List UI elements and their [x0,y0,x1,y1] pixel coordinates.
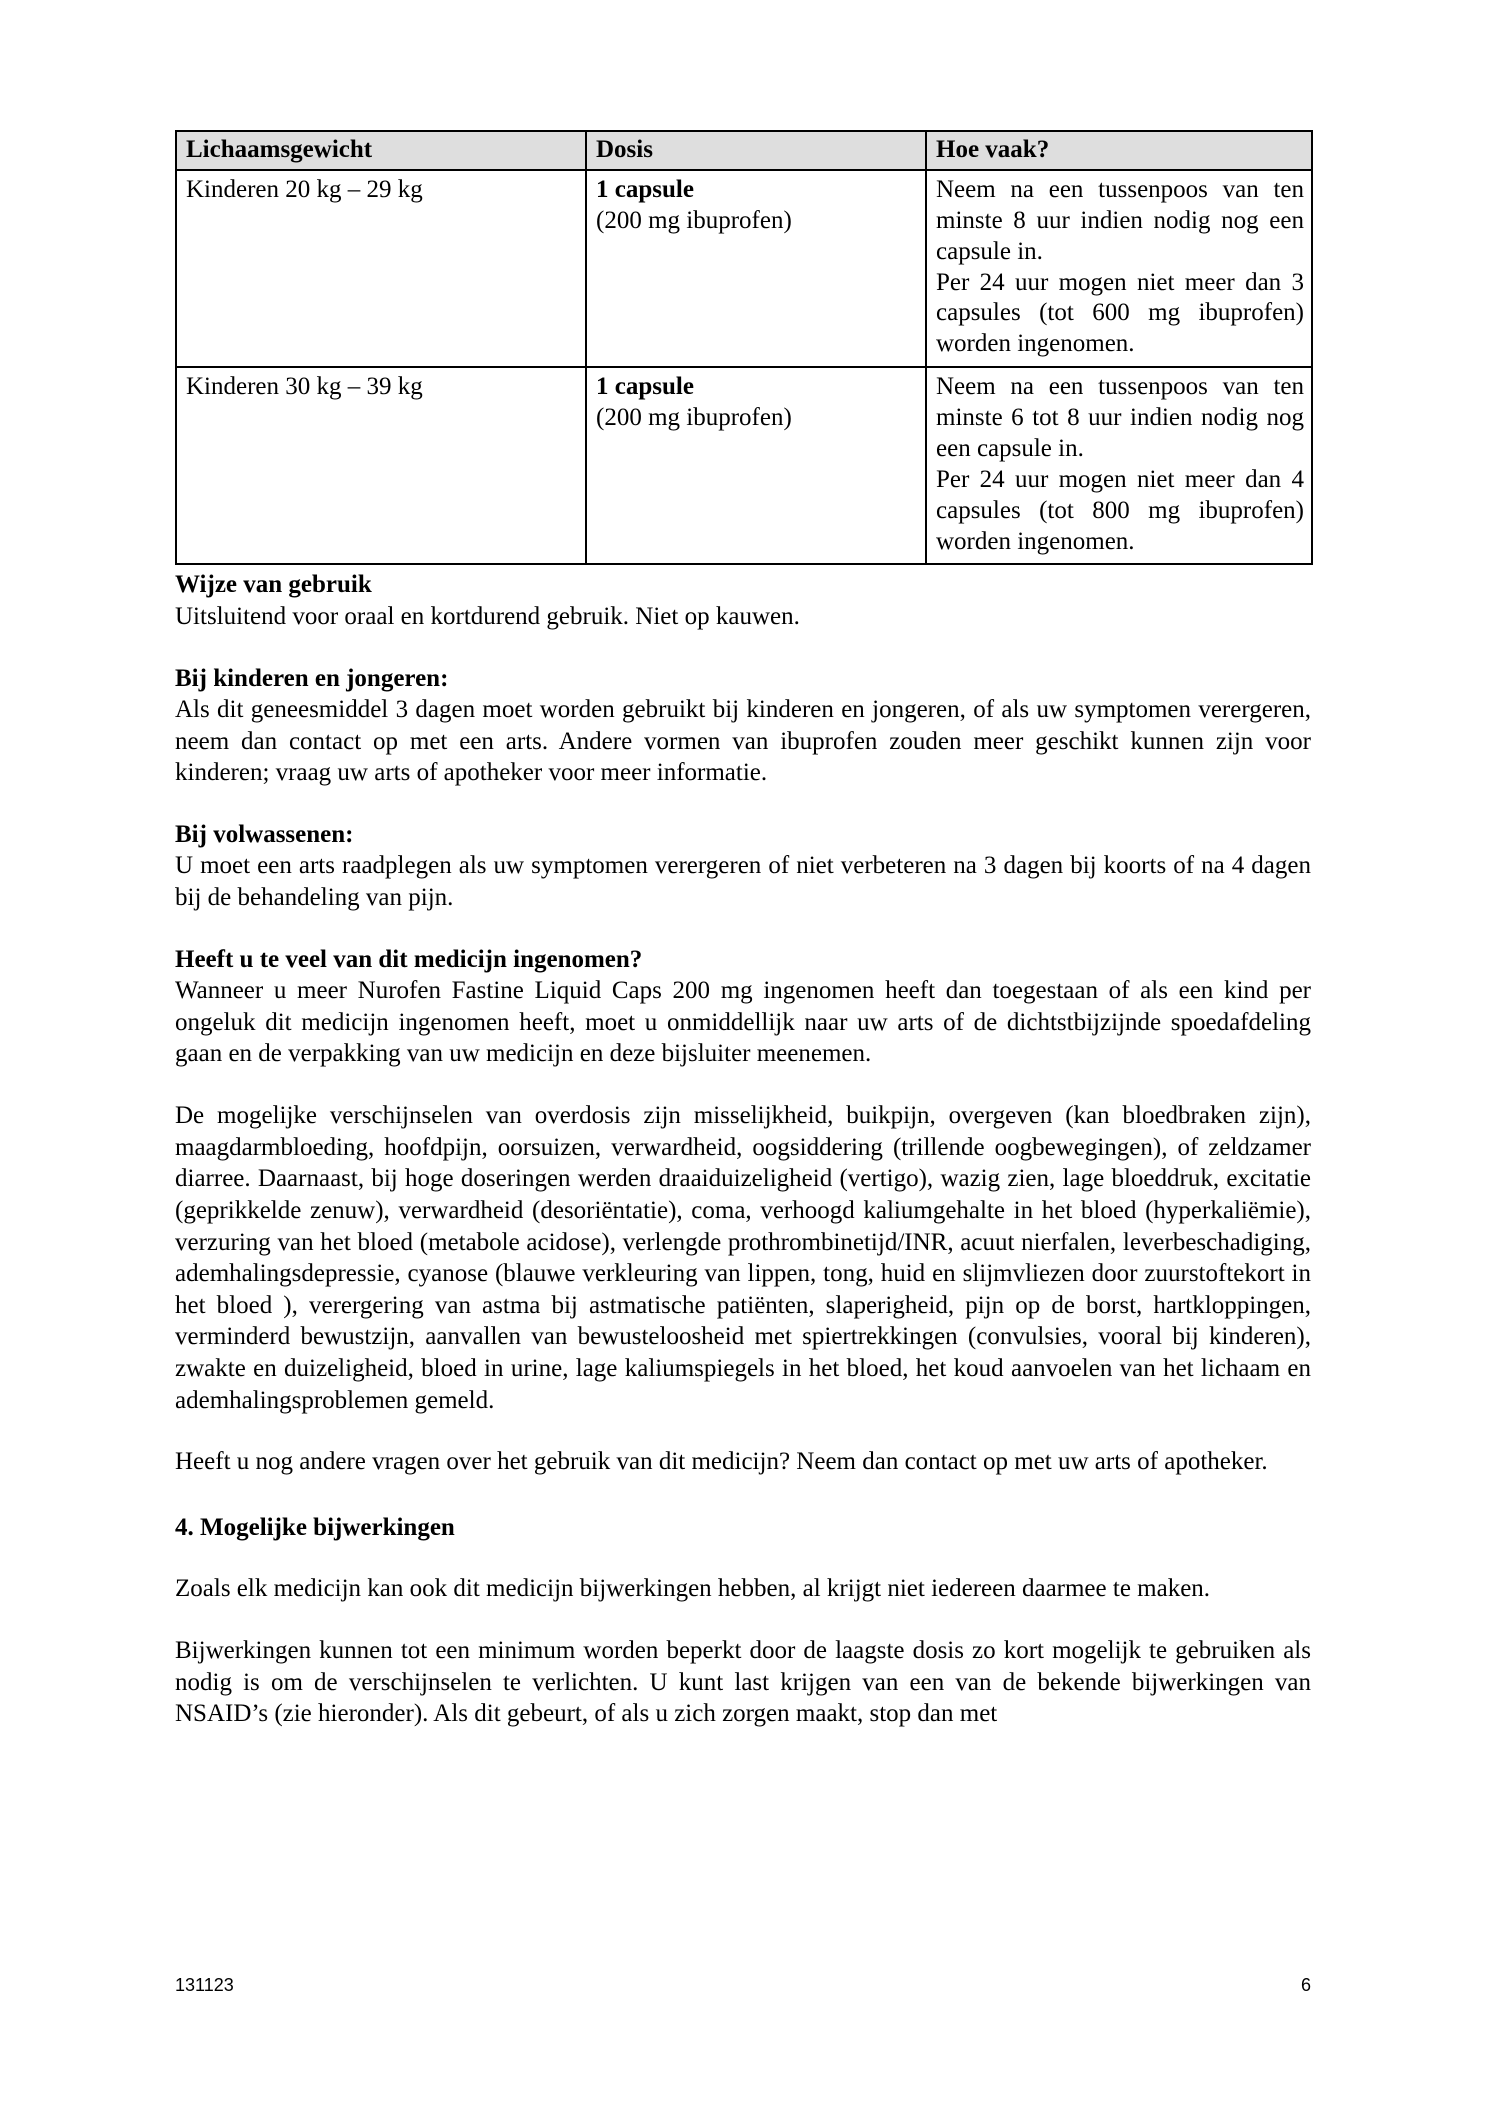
cell-dose [586,170,926,367]
footer-doc-code: 131123 [175,1975,234,1995]
spacer [175,1416,1311,1446]
spacer [175,1070,1311,1100]
footer-page-number: 6 [1300,1975,1311,1995]
page-footer [175,1975,1311,1996]
frequency-interval-text: Neem na een tussenpoos van ten minste 8 uur indien nodig nog een capsule in. [936,175,1304,265]
dose-amount: 1 capsule [596,175,694,203]
table-header-row [176,131,1312,170]
frequency-max-text: Per 24 uur mogen niet meer dan 4 capsules (tot 800 mg ibuprofen) worden ingenomen. [936,465,1304,555]
column-header-dose: Dosis [586,131,926,170]
frequency-max-text: Per 24 uur mogen niet meer dan 3 capsules (tot 600 mg ibuprofen) worden ingenomen. [936,268,1304,358]
dosage-table-body [176,170,1312,565]
cell-weight: Kinderen 20 kg – 29 kg [176,170,586,367]
dosage-table [175,130,1313,565]
heading-overdosis: Heeft u te veel van dit medicijn ingenomen? [175,945,643,973]
frequency-interval-text: Neem na een tussenpoos van ten minste 6 tot 8 uur indien nodig nog een capsule in. [936,373,1304,462]
table-row [176,367,1312,564]
dose-strength: (200 mg ibuprofen) [596,404,792,431]
dose-amount: 1 capsule [596,373,694,401]
spacer [175,633,1311,663]
paragraph-bijwerkingen-intro: Zoals elk medicijn kan ook dit medicijn bijwerkingen hebben, al krijgt niet iedereen daarmee te maken. [175,1575,1211,1603]
cell-weight: Kinderen 30 kg – 39 kg [176,367,586,564]
spacer [175,1478,1311,1512]
dose-strength: (200 mg ibuprofen) [596,206,792,234]
cell-frequency [926,170,1312,367]
cell-dose [586,367,926,564]
spacer [175,914,1311,944]
paragraph-bij-volwassenen: U moet een arts raadplegen als uw symptomen verergeren of niet verbeteren na 3 dagen bij koorts of na 4 dagen bij de behandeling van pijn. [175,852,1311,911]
cell-frequency [926,367,1312,564]
heading-bij-kinderen-en-jongeren: Bij kinderen en jongeren: [175,664,449,692]
paragraph-bij-kinderen-en-jongeren: Als dit geneesmiddel 3 dagen moet worden gebruikt bij kinderen en jongeren, of als uw symptomen verergeren, neem dan contact op met een arts. Andere vormen van ibuprofen zouden meer geschikt kunnen zijn voor kinderen; vraag uw arts of apotheker voor meer informatie. [175,696,1311,787]
column-header-frequency: Hoe vaak? [926,131,1312,170]
heading-mogelijke-bijwerkingen: 4. Mogelijke bijwerkingen [175,1513,455,1541]
page-content [175,130,1311,1730]
column-header-weight: Lichaamsgewicht [176,131,586,170]
spacer [175,789,1311,819]
heading-wijze-van-gebruik: Wijze van gebruik [175,571,372,599]
dosage-table-head [176,131,1312,170]
paragraph-wijze-van-gebruik: Uitsluitend voor oraal en kortdurend gebruik. Niet op kauwen. [175,602,800,630]
paragraph-overdosis-vragen: Heeft u nog andere vragen over het gebruik van dit medicijn? Neem dan contact op met uw arts of apotheker. [175,1448,1268,1476]
paragraph-bijwerkingen-minimum: Bijwerkingen kunnen tot een minimum worden beperkt door de laagste dosis zo kort mogelijk te gebruiken als nodig is om de verschijnselen te verlichten. U kunt last krijgen van een van de bekende bijwerkingen van NSAID’s (zie hieronder). Als dit gebeurt, of als u zich zorgen maakt, stop dan met [175,1637,1311,1728]
spacer [175,1543,1311,1573]
heading-bij-volwassenen: Bij volwassenen: [175,820,354,848]
paragraph-overdosis-symptomen: De mogelijke verschijnselen van overdosis zijn misselijkheid, buikpijn, overgeven (kan bloedbraken zijn), maagdarmbloeding, hoofdpijn, oorsuizen, verwardheid, oogsiddering (trillende oogbewegingen), of zeldzamer diarree. Daarnaast, bij hoge doseringen werden draaiduizeligheid (vertigo), wazig zien, lage bloeddruk, excitatie (geprikkelde zenuw), verwardheid (desoriëntatie), coma, verhoogd kaliumgehalte in het bloed (hyperkaliëmie), verzuring van het bloed (metabole acidose), verlengde prothrombinetijd/INR, acuut nierfalen, leverbeschadiging, ademhalingsdepressie, cyanose (blauwe verkleuring van lippen, tong, huid en slijmvliezen door zuurstoftekort in het bloed ), verergering van astma bij astmatische patiënten, slaperigheid, pijn op de borst, hartkloppingen, verminderd bewustzijn, aanvallen van bewusteloosheid met spiertrekkingen (convulsies, vooral bij kinderen), zwakte en duizeligheid, bloed in urine, lage kaliumspiegels in het bloed, het koud aanvoelen van het lichaam en ademhalingsproblemen gemeld. [175,1102,1311,1414]
table-row [176,170,1312,367]
paragraph-overdosis-intro: Wanneer u meer Nurofen Fastine Liquid Caps 200 mg ingenomen heeft dan toegestaan of als een kind per ongeluk dit medicijn ingenomen heeft, moet u onmiddellijk naar uw arts of de dichtstbijzijnde spoedafdeling gaan en de verpakking van uw medicijn en deze bijsluiter meenemen. [175,977,1311,1068]
spacer [175,1605,1311,1635]
